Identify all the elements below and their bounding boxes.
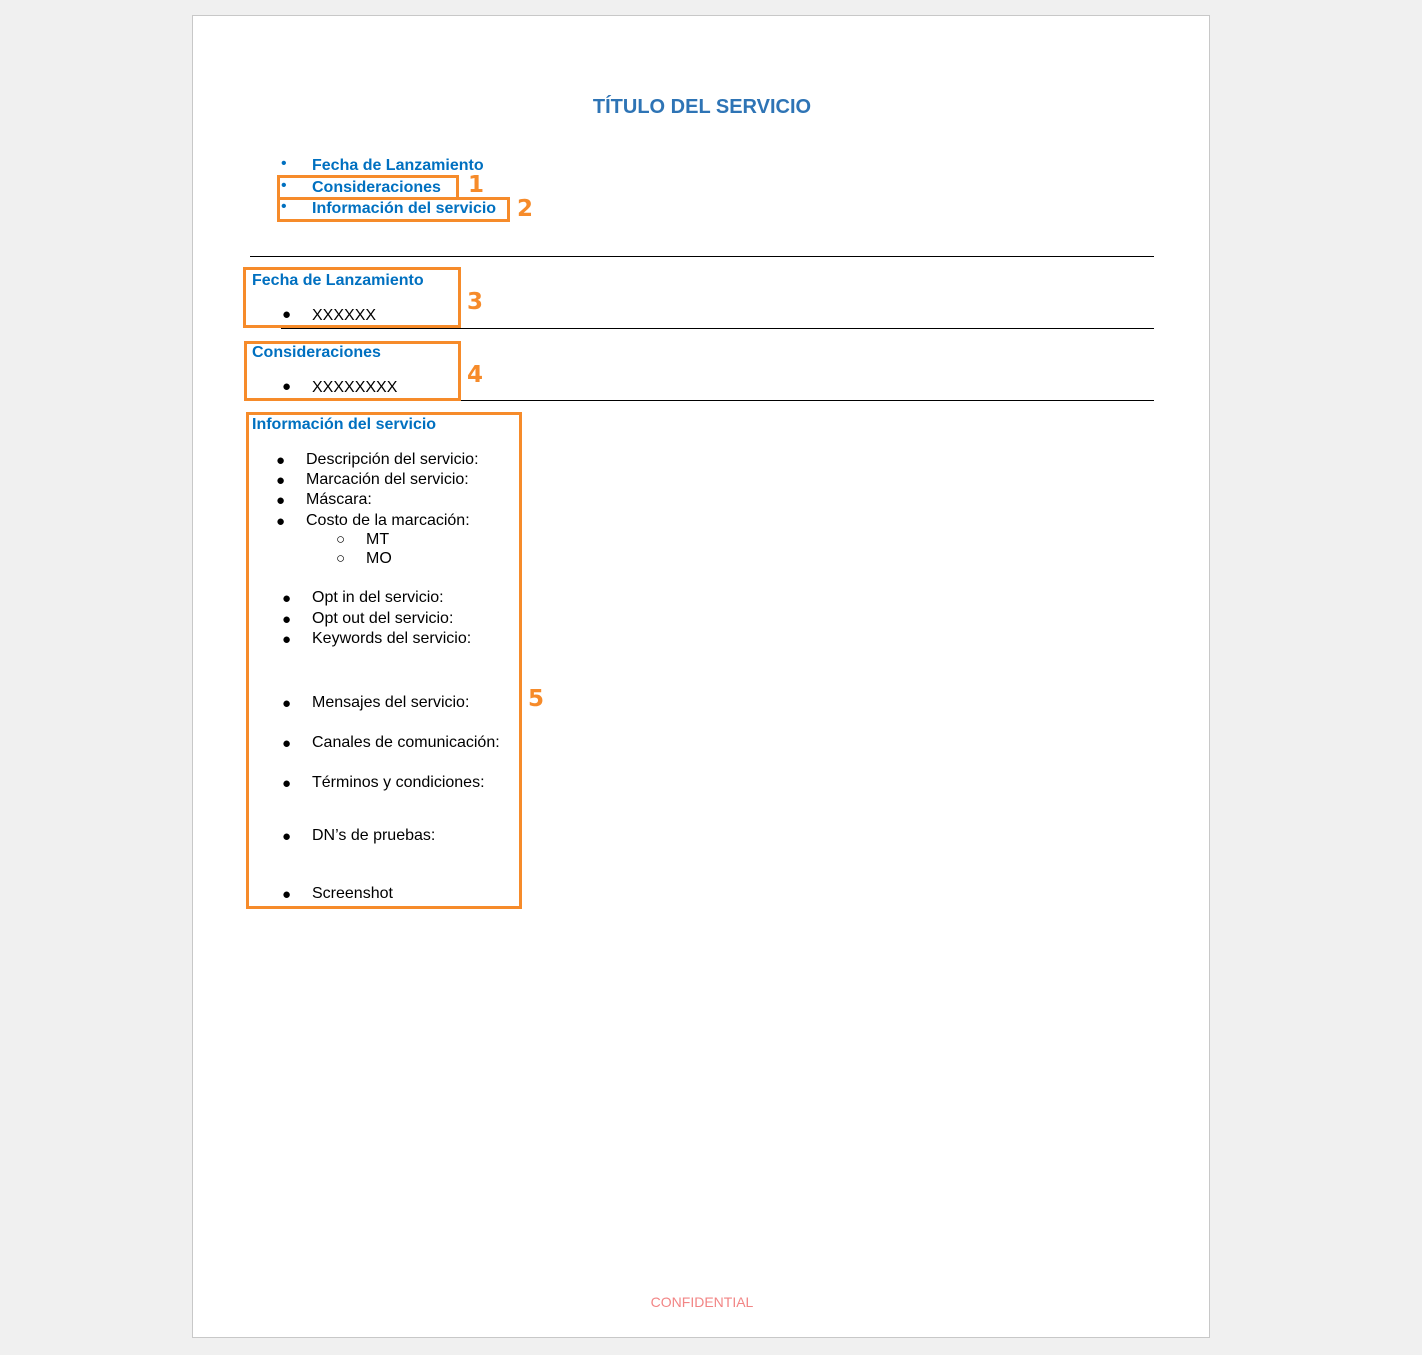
document-title: TÍTULO DEL SERVICIO xyxy=(592,96,812,118)
callout-number-2: 2 xyxy=(517,196,534,222)
circle-bullet-icon: ○ xyxy=(336,550,346,567)
info-item: Costo de la marcación: xyxy=(306,512,470,529)
bullet-icon: ● xyxy=(282,828,292,845)
bullet-icon: ● xyxy=(276,492,286,509)
bullet-icon: ● xyxy=(282,378,292,395)
info-subitem: MO xyxy=(366,550,392,567)
bullet-icon: • xyxy=(281,155,287,172)
section-divider xyxy=(281,328,1154,329)
callout-box-3 xyxy=(243,267,461,328)
bullet-icon: ● xyxy=(282,590,292,607)
bullet-icon: ● xyxy=(276,452,286,469)
info-item: DN’s de pruebas: xyxy=(312,827,436,844)
toc-link-consideraciones[interactable]: Consideraciones xyxy=(312,179,441,196)
callout-box-2 xyxy=(277,197,510,222)
bullet-icon: ● xyxy=(282,695,292,712)
bullet-icon: ● xyxy=(282,735,292,752)
bullet-icon: ● xyxy=(282,775,292,792)
info-item: Máscara: xyxy=(306,491,372,508)
info-item: Opt in del servicio: xyxy=(312,589,444,606)
bullet-icon: ● xyxy=(276,472,286,489)
info-item: Canales de comunicación: xyxy=(312,734,500,751)
section-heading-consideraciones: Consideraciones xyxy=(252,344,381,361)
bullet-icon: • xyxy=(281,177,287,194)
callout-number-3: 3 xyxy=(467,289,484,315)
section-heading-fecha: Fecha de Lanzamiento xyxy=(252,272,424,289)
info-subitem: MT xyxy=(366,531,390,548)
bullet-icon: ● xyxy=(282,306,292,323)
info-item: Opt out del servicio: xyxy=(312,610,454,627)
fecha-value: XXXXXX xyxy=(312,307,377,324)
bullet-icon: ● xyxy=(282,886,292,903)
callout-number-5: 5 xyxy=(528,686,545,712)
info-item: Términos y condiciones: xyxy=(312,774,485,791)
info-item: Keywords del servicio: xyxy=(312,630,472,647)
info-item: Screenshot xyxy=(312,885,393,902)
callout-number-1: 1 xyxy=(468,172,485,198)
callout-box-5 xyxy=(246,412,522,909)
info-item: Descripción del servicio: xyxy=(306,451,479,468)
callout-number-4: 4 xyxy=(467,362,484,388)
bullet-icon: ● xyxy=(276,513,286,530)
consideraciones-value: XXXXXXXX xyxy=(312,379,398,396)
bullet-icon: • xyxy=(281,198,287,215)
info-item: Marcación del servicio: xyxy=(306,471,469,488)
toc-link-fecha[interactable]: Fecha de Lanzamiento xyxy=(312,157,484,174)
section-heading-informacion: Información del servicio xyxy=(252,416,437,433)
toc-link-informacion[interactable]: Información del servicio xyxy=(312,200,497,217)
section-divider xyxy=(250,256,1154,257)
document-page xyxy=(192,15,1210,1338)
bullet-icon: ● xyxy=(282,631,292,648)
circle-bullet-icon: ○ xyxy=(336,531,346,548)
callout-box-4 xyxy=(244,341,461,401)
bullet-icon: ● xyxy=(282,611,292,628)
info-item: Mensajes del servicio: xyxy=(312,694,470,711)
confidential-footer: CONFIDENTIAL xyxy=(650,1294,754,1310)
